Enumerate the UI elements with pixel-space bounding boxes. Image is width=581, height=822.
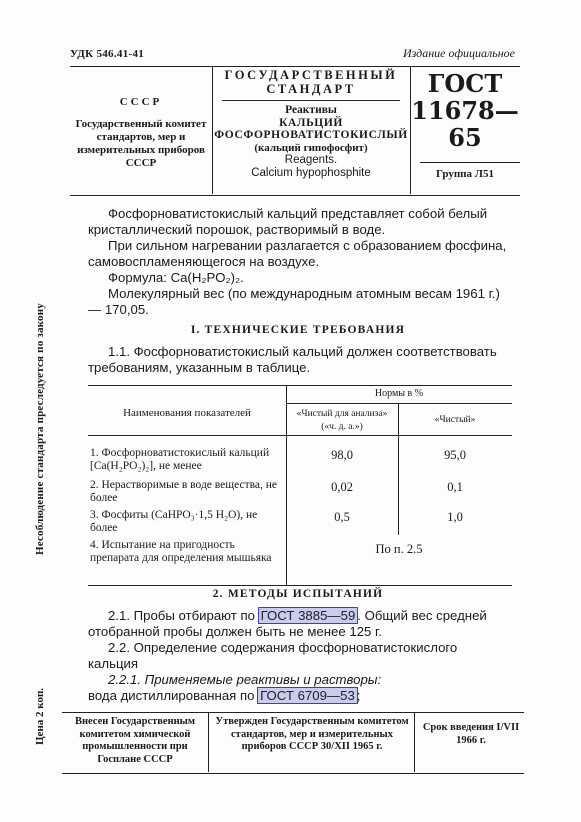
table-cell-value: 95,0 — [444, 448, 466, 462]
intro-paragraph: Фосфорноватистокислый кальций представляет собой белый кристаллический порошок, растворимый в воде. — [88, 206, 488, 237]
table-cell-value: 1,0 — [447, 510, 463, 524]
paragraph-text: 2.1. Пробы отбирают по — [108, 608, 259, 623]
molecular-weight: Молекулярный вес (по международным атомным весам 1961 г.) — 170,05. — [88, 286, 500, 317]
formula: Формула: Ca(H₂PO₂)₂. — [108, 270, 244, 285]
price-note — [34, 660, 54, 770]
table-cell-value: 0,5 — [334, 510, 350, 524]
title-line: КАЛЬЦИЙ — [279, 116, 343, 129]
table-rule — [286, 403, 512, 404]
table-rule — [88, 385, 512, 386]
footer-introduced: Внесен Государственным комитетом химической промышленности при Госплане СССР — [74, 716, 196, 765]
table-row-name: 2. Нерастворимые в воде вещества, не более — [90, 479, 278, 504]
edition-label: Издание официальное — [402, 46, 515, 60]
title-en-line: Reagents. — [284, 154, 338, 166]
table-cell-merged: По п. 2.5 — [375, 542, 423, 556]
title-line: ФОСФОРНОВАТИСТОКИСЛЫЙ — [214, 129, 408, 141]
intro-paragraph: При сильном нагревании разлагается с образованием фосфина, самовоспламеняющегося на воздухе. — [88, 238, 507, 269]
divider — [420, 162, 520, 163]
section-paragraph: 1.1. Фосфорноватистокислый кальций должен соответствовать требованиям, указанным в таблице. — [88, 344, 497, 375]
table-rule — [88, 585, 512, 586]
table-row-name: 1. Фосфорноватистокислый кальций [Ca(H₂PO₂)₂], не менее — [90, 447, 270, 472]
gost-reference-link[interactable]: ГОСТ 3885—59 — [260, 608, 356, 623]
table-row-name: 4. Испытание на пригодность препарата для определения мышьяка — [90, 539, 272, 564]
footer-effective: Срок введения I/VII 1966 г. — [422, 722, 520, 746]
requirements-table — [88, 385, 512, 585]
section-paragraph — [88, 640, 508, 671]
standard-type-line1: ГОСУДАРСТВЕННЫЙ — [224, 68, 398, 82]
gost-code: 11678—65 — [411, 96, 519, 152]
gost-number — [410, 70, 520, 151]
document-title — [212, 104, 410, 179]
table-header-pure: «Чистый» — [434, 415, 476, 425]
title-line: Реактивы — [285, 104, 337, 116]
standard-type-line2: СТАНДАРТ — [266, 82, 356, 96]
section-heading: I. ТЕХНИЧЕСКИЕ ТРЕБОВАНИЯ — [190, 324, 406, 336]
footer-divider — [414, 712, 415, 772]
section-paragraph: 2.2.1. Применяемые реактивы и растворы: — [108, 672, 382, 687]
table-cell-value: 0,02 — [331, 480, 353, 494]
table-rule — [88, 435, 512, 436]
paragraph-text: . Общий вес средней отобранной пробы должен быть не менее 125 г. — [88, 608, 487, 639]
gost-label: ГОСТ — [427, 69, 503, 98]
paragraph-text: вода дистиллированная по — [88, 688, 259, 703]
table-header-norms: Нормы в % — [374, 388, 424, 399]
country-label: СССР — [119, 96, 163, 108]
group-label: Группа Л51 — [436, 168, 494, 180]
udc-code: УДК 546.41-41 — [70, 48, 145, 60]
table-header-pure-analysis: «Чистый для анализа» («ч. д. а.») — [296, 409, 388, 432]
footer-divider — [208, 712, 209, 772]
section-paragraph — [88, 688, 508, 704]
paragraph-text: 2.2. Определение содержания фосфорноватистокислого кальция — [88, 640, 458, 671]
table-row-name: 3. Фосфиты (CaHPO₃·1,5 H₂O), не более — [90, 509, 258, 534]
price-note-text: Цена 2 коп. — [34, 687, 46, 745]
title-en-line: Calcium hypophosphite — [251, 166, 371, 179]
gost-reference-link[interactable]: ГОСТ 6709—53 — [260, 688, 355, 703]
section-paragraph — [88, 608, 508, 639]
committee-label: Государственный комитет стандартов, мер и измерительных приборов СССР — [75, 118, 207, 169]
paragraph-text: ; — [356, 688, 361, 703]
table-cell-value: 0,1 — [447, 480, 463, 494]
divider — [222, 100, 400, 101]
footer-approved: Утвержден Государственным комитетом стандартов, мер и измерительных приборов СССР 30/XII 1965 г. — [215, 716, 409, 752]
table-cell-value: 98,0 — [331, 448, 353, 462]
section-heading: 2. МЕТОДЫ ИСПЫТАНИЙ — [212, 588, 384, 600]
standard-type — [212, 68, 410, 96]
table-header-param: Наименования показателей — [123, 407, 251, 419]
legal-side-note-text: Несоблюдение стандарта преследуется по закону — [34, 303, 46, 555]
title-line: (кальций гипофосфит) — [254, 141, 368, 154]
